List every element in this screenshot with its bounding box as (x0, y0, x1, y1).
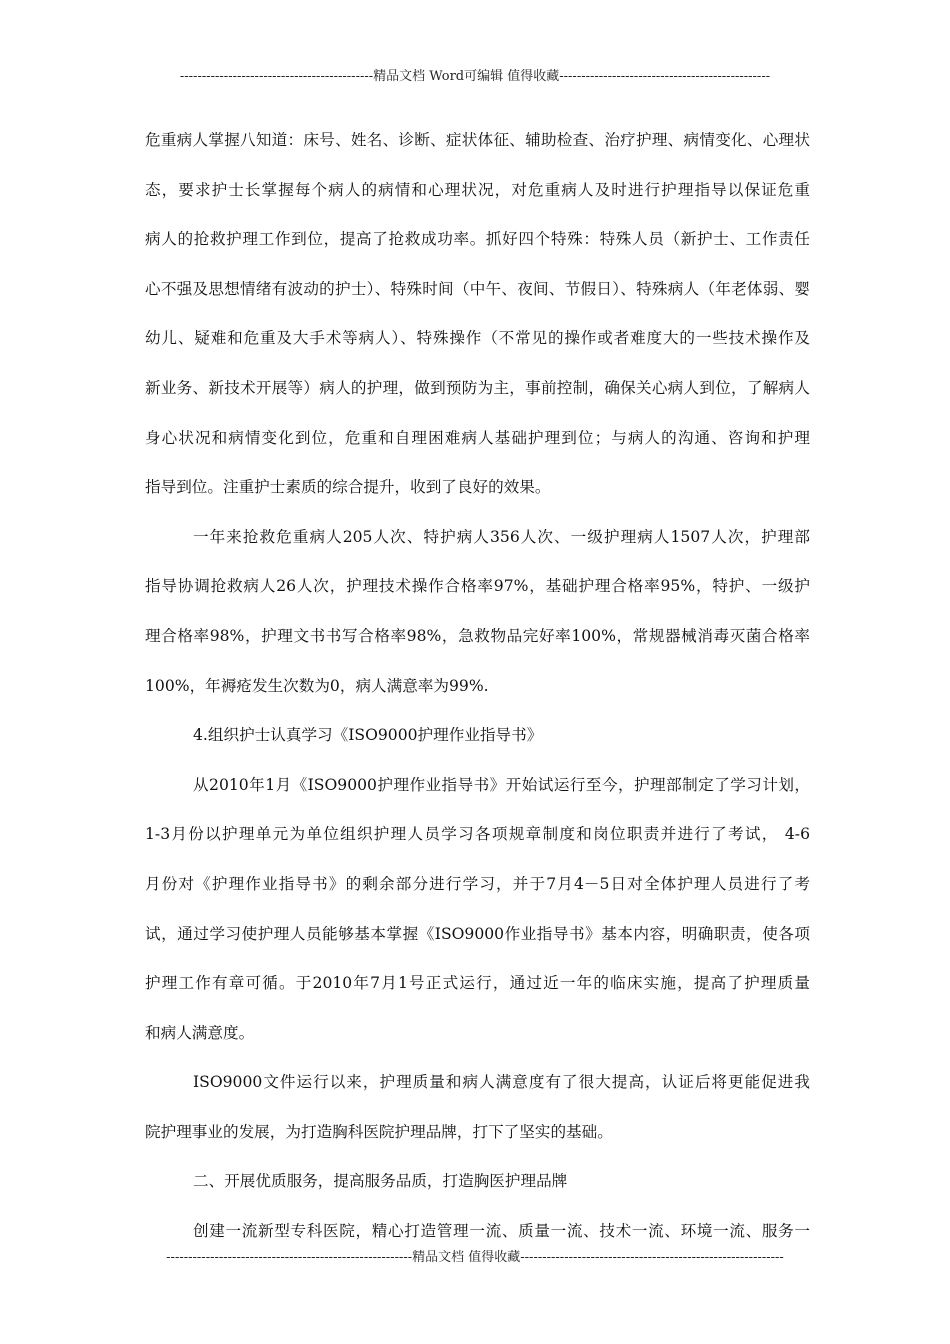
text-line: 创建一流新型专科医院，精心打造管理一流、质量一流、技术一流、环境一流、服务一 (193, 1222, 810, 1241)
text-line: 一年来抢救危重病人205人次、特护病人356人次、一级护理病人1507人次，护理部 (193, 527, 810, 546)
text-line: 4.组织护士认真学习《ISO9000护理作业指导书》 (193, 726, 543, 745)
text-line: 100%，年褥疮发生次数为0，病人满意率为99%. (145, 676, 489, 695)
page-footer: --------------------------------------------------------精品文档 值得收藏------------------------------------------------------------ (166, 1250, 784, 1265)
text-line: 月份对《护理作业指导书》的剩余部分进行学习，并于7月4－5日对全体护理人员进行了考 (145, 874, 810, 893)
text-line: 身心状况和病情变化到位，危重和自理困难病人基础护理到位；与病人的沟通、咨询和护理 (145, 428, 810, 447)
text-line: 护理工作有章可循。于2010年7月1号正式运行，通过近一年的临床实施，提高了护理质量 (145, 974, 810, 993)
text-line: 病人的抢救护理工作到位，提高了抢救成功率。抓好四个特殊：特殊人员（新护士、工作责任 (145, 230, 810, 249)
text-line: 理合格率98%，护理文书书写合格率98%，急救物品完好率100%，常规器械消毒灭菌合格率 (145, 626, 810, 645)
text-line: 从2010年1月《ISO9000护理作业指导书》开始试运行至今，护理部制定了学习计划， (193, 775, 810, 794)
text-line: ISO9000文件运行以来，护理质量和病人满意度有了很大提高，认证后将更能促进我 (193, 1073, 810, 1092)
text-line: 院护理事业的发展，为打造胸科医院护理品牌，打下了坚实的基础。 (145, 1122, 613, 1141)
text-line: 心不强及思想情绪有波动的护士）、特殊时间（中午、夜间、节假日）、特殊病人（年老体弱、婴 (145, 279, 810, 298)
text-line: 危重病人掌握八知道：床号、姓名、诊断、症状体征、辅助检查、治疗护理、病情变化、心理状 (145, 131, 810, 149)
text-line: 幼儿、疑难和危重及大手术等病人）、特殊操作（不常见的操作或者难度大的一些技术操作及 (145, 329, 810, 348)
text-line: 1-3月份以护理单元为单位组织护理人员学习各项规章制度和岗位职责并进行了考试， 4-6 (145, 825, 810, 844)
page-header: --------------------------------------------精品文档 Word可编辑 值得收藏------------------------------------------------ (179, 69, 771, 84)
text-line: 和病人满意度。 (145, 1023, 255, 1042)
text-line: 指导协调抢救病人26人次，护理技术操作合格率97%，基础护理合格率95%，特护、一级护 (145, 577, 810, 596)
text-line: 二、开展优质服务，提高服务品质，打造胸医护理品牌 (193, 1172, 568, 1191)
text-line: 新业务、新技术开展等）病人的护理，做到预防为主，事前控制，确保关心病人到位，了解病人 (145, 378, 810, 397)
text-line: 试，通过学习使护理人员能够基本掌握《ISO9000作业指导书》基本内容，明确职责，使各项 (145, 924, 810, 943)
document-body (145, 116, 810, 1257)
text-line: 指导到位。注重护士素质的综合提升，收到了良好的效果。 (145, 478, 551, 497)
text-line: 态，要求护士长掌握每个病人的病情和心理状况，对危重病人及时进行护理指导以保证危重 (145, 180, 810, 199)
